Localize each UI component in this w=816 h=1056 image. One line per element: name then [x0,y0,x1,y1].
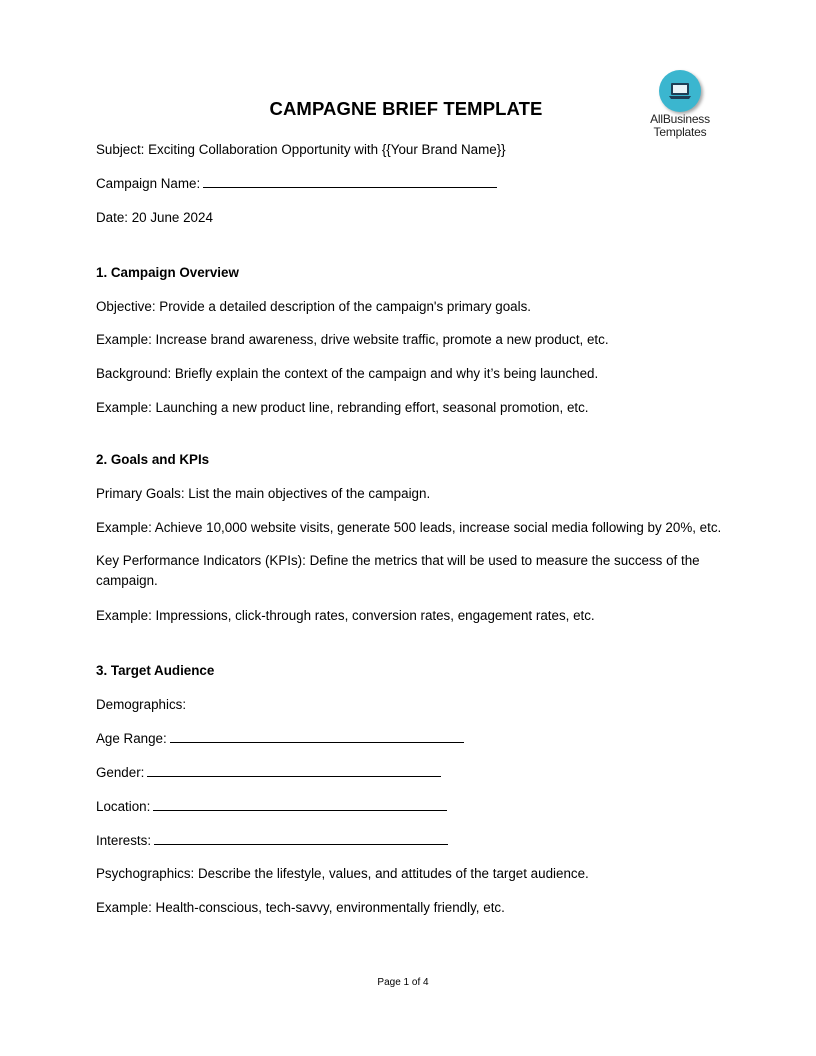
section-heading-target-audience: 3. Target Audience [96,663,215,678]
kpi-line: Key Performance Indicators (KPIs): Define the metrics that will be used to measure the success of the campaign. [96,553,700,588]
interests-blank[interactable] [154,832,448,845]
date-line: Date: 20 June 2024 [96,210,213,225]
age-range-field [96,730,464,747]
objective-example-line: Example: Increase brand awareness, drive website traffic, promote a new product, etc. [96,332,609,347]
location-blank[interactable] [153,798,447,811]
gender-blank[interactable] [147,764,441,777]
psychographics-example-line: Example: Health-conscious, tech-savvy, environmentally friendly, etc. [96,900,505,915]
age-range-label: Age Range: [96,731,167,746]
demographics-line: Demographics: [96,697,187,712]
location-label: Location: [96,799,151,814]
background-line: Background: Briefly explain the context of the campaign and why it’s being launched. [96,366,599,381]
section-heading-goals-kpis: 2. Goals and KPIs [96,452,210,467]
gender-field [96,764,441,781]
document-title: CAMPAGNE BRIEF TEMPLATE [269,98,543,119]
interests-field [96,832,448,849]
campaign-name-field [96,175,497,192]
age-range-blank[interactable] [170,730,464,743]
background-example-line: Example: Launching a new product line, rebranding effort, seasonal promotion, etc. [96,400,589,415]
page-number: Page 1 of 4 [377,977,429,988]
location-field [96,798,447,815]
gender-label: Gender: [96,765,145,780]
logo-text-line2: Templates [653,125,707,139]
campaign-name-blank[interactable] [203,175,497,188]
interests-label: Interests: [96,833,152,848]
campaign-name-label: Campaign Name: [96,176,201,191]
primary-goals-line: Primary Goals: List the main objectives of the campaign. [96,486,431,501]
psychographics-line: Psychographics: Describe the lifestyle, values, and attitudes of the target audience. [96,866,589,881]
objective-line: Objective: Provide a detailed description of the campaign's primary goals. [96,299,531,314]
kpi-example-line: Example: Impressions, click-through rates, conversion rates, engagement rates, etc. [96,608,595,623]
section-heading-campaign-overview: 1. Campaign Overview [96,265,239,280]
subject-line: Subject: Exciting Collaboration Opportunity with {{Your Brand Name}} [96,142,506,157]
logo-text-line1: AllBusiness [650,112,710,126]
primary-goals-example-line: Example: Achieve 10,000 website visits, generate 500 leads, increase social media following by 20%, etc. [96,520,722,535]
